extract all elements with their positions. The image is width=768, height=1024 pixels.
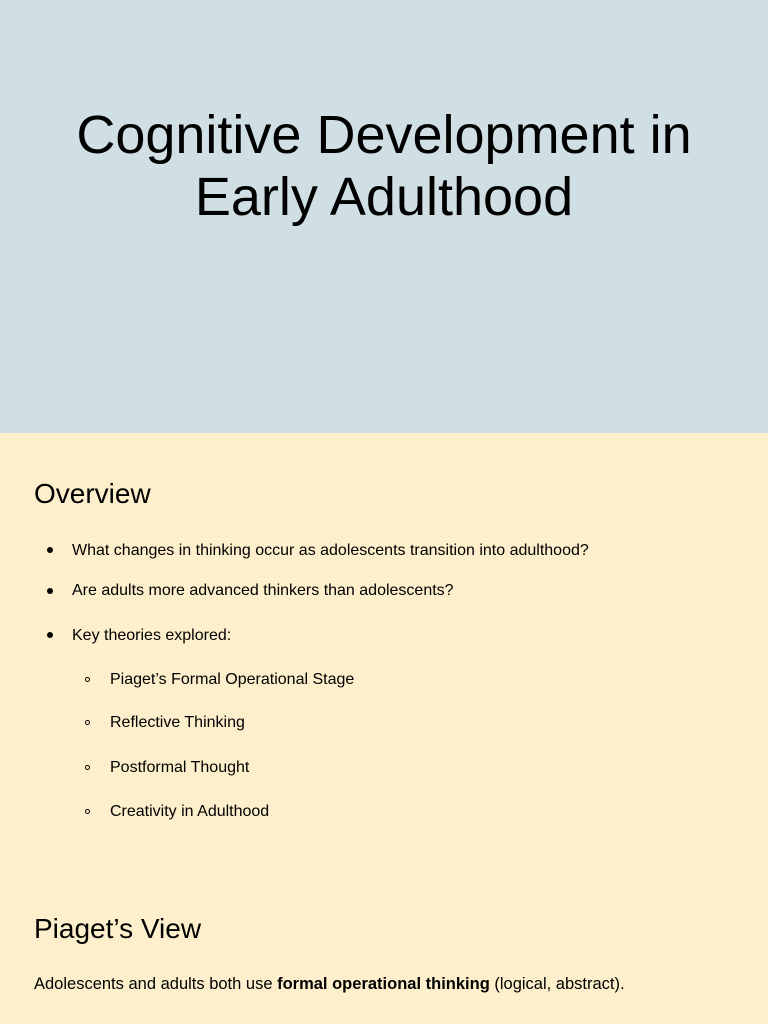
sub-bullet-item: Piaget’s Formal Operational Stage [110,671,355,688]
bullet-item: Key theories explored: [72,627,232,644]
bullet-dot-icon [47,632,53,638]
content-slide [0,433,768,1024]
piaget-paragraph [34,974,625,994]
bullet-circle-icon [85,765,90,770]
sub-bullet-item: Postformal Thought [110,759,250,776]
slide-title-line-2: Early Adulthood [194,167,574,227]
bullet-circle-icon [85,720,90,725]
slide-title-line-1: Cognitive Development in [76,105,692,165]
bullet-item: Are adults more advanced thinkers than adolescents? [72,582,454,599]
bullet-circle-icon [85,809,90,814]
bullet-circle-icon [85,677,90,682]
bullet-dot-icon [47,547,53,553]
sub-bullet-item: Creativity in Adulthood [110,803,270,820]
bullet-dot-icon [47,588,53,594]
sub-bullet-item: Reflective Thinking [110,714,245,731]
slide-title [0,104,768,228]
title-slide [0,0,768,433]
piaget-text-before: Adolescents and adults both use [34,975,278,993]
piaget-heading: Piaget’s View [34,913,202,944]
piaget-text-after: (logical, abstract). [489,975,625,993]
bullet-item: What changes in thinking occur as adolescents transition into adulthood? [72,542,589,559]
overview-heading: Overview [34,478,151,509]
piaget-text-bold: formal operational thinking [277,975,490,993]
